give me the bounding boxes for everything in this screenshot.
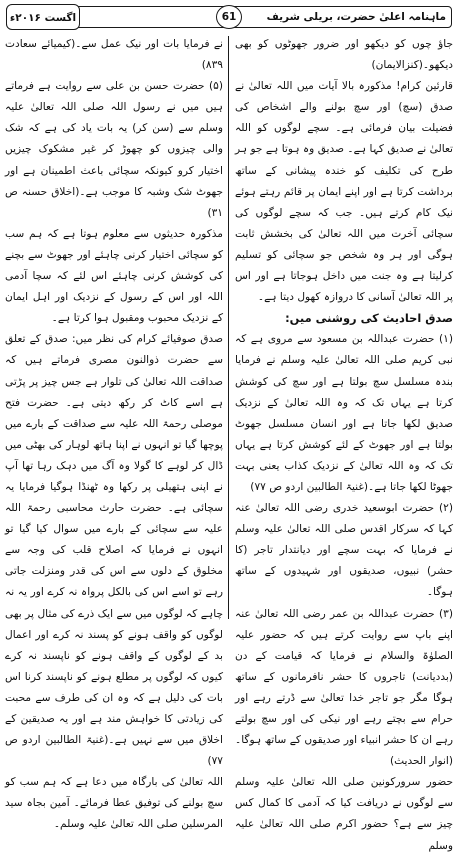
column-divider	[228, 36, 229, 619]
page-header	[6, 4, 452, 30]
paragraph: قارئین کرام! مذکورہ بالا آیات میں اللہ تعالیٰ نے صدق (سچ) اور سچ بولنے والے اشخاص کی فضیلت بیان فرمائی ہے۔ سچے لوگوں کو اللہ تعالیٰ نے صدیق کہا ہے۔ صدیق وہ ہوتا ہے جو ہر طرح کی تکلیف کو خندہ پیشانی کے ساتھ برداشت کرتا ہے اور اپنے ایمان پر قائم رہتے ہوئے نیک کام کرتے ہیں۔ جب کہ سچے لوگوں کی سچائی آخرت میں اللہ تعالیٰ کی بخشش ثابت ہوگی اور ہر وہ شخص جو سچائی کو تسلیم کرلیتا ہے وہ جنت میں داخل ہوجاتا ہے اور اس پر اللہ تعالیٰ آسانی کا دروازہ کھول دیتا ہے۔	[235, 80, 453, 304]
paragraph: اللہ تعالیٰ کی بارگاہ میں دعا ہے کہ ہم سب کو سچ بولنے کی توفیق عطا فرمائے۔ آمین بجاہ سید المرسلین صلی اللہ تعالیٰ علیہ وسلم۔	[5, 776, 223, 831]
paragraph: مذکورہ حدیثوں سے معلوم ہوتا ہے کہ ہم سب کو سچائی اختیار کرنی چاہئے اور جھوٹ سے بچنے کی کوشش کرنی چاہئے اس لئے کہ سچا آدمی اللہ اور اس کے رسول کے نزدیک اور اہل ایمان کے نزدیک محبوب ومقبول ہوا کرتا ہے۔	[5, 227, 223, 325]
page-number: 61	[216, 5, 242, 29]
issue-date: اگست ۲۰۱۶ء	[6, 4, 80, 30]
paragraph: نے فرمایا بات اور نیک عمل سے۔(کیمیائے سعادت ۸۳۹)	[5, 38, 223, 72]
left-column	[5, 34, 223, 831]
paragraph: (۳) حضرت عبداللہ بن عمر رضی اللہ تعالیٰ عنہ اپنے باپ سے روایت کرتے ہیں کہ حضور علیہ الصلوٰۃ والسلام نے فرمایا کہ قیامت کے دن (بددیانت) تاجروں کا حشر نافرمانوں کے ساتھ ہوگا مگر جو تاجر خدا تعالیٰ سے ڈرتے رہے اور حرام سے بچتے رہے اور نیکی کی اور سچ بولتے رہے ان کا حشر انبیاء اور صدیقوں کے ساتھ ہوگا۔(انوار الحدیث)	[235, 607, 453, 768]
paragraph: (۱) حضرت عبداللہ بن مسعود سے مروی ہے کہ نبی کریم صلی اللہ تعالیٰ علیہ وسلم نے فرمایا بندہ مسلسل سچ بولتا ہے اور سچ کی کوشش کرتا ہے یہاں تک کہ وہ اللہ تعالیٰ کے نزدیک صدیق لکھا جاتا ہے اور انسان مسلسل جھوٹ بولتا ہے اور جھوٹ کے لئے کوشش کرتا ہے یہاں تک کہ وہ اللہ تعالیٰ کے نزدیک کذاب یعنی بہت جھوٹا لکھا جاتا ہے۔(غنیۃ الطالبین اردو ص ۷۷)	[235, 333, 453, 493]
paragraph: صدق صوفیائے کرام کی نظر میں: صدق کے تعلق سے حضرت ذوالنون مصری فرماتے ہیں کہ صداقت اللہ تعالیٰ کی تلوار ہے جس چیز پر پڑتی ہے اسے کاٹ کر رکھ دیتی ہے۔ حضرت فتح موصلی رحمۃ اللہ علیہ سے صداقت کے بارے میں پوچھا گیا تو انہوں نے اپنا ہاتھ لوہار کی بھٹی میں ڈال کر لوہے کا گولا وہ آگ میں دہک رہا تھا آپ نے اپنی ہتھیلی پر رکھا وہ ٹھنڈا ہوگیا فرمایا یہ سچائی ہے۔ حضرت حارث محاسبی رحمۃ اللہ علیہ سے سچائی کے بارے میں سوال کیا گیا تو انہوں نے فرمایا کہ اصلاح قلب کی وجہ سے مخلوق کے دلوں سے اس کی قدر ومنزلت جاتی رہے تو اسے اس کی بالکل پرواہ نہ کرے اور یہ نہ چاہے کہ لوگوں میں سے ایک ذرے کی مثال پر بھی لوگوں کو واقف ہونے کو پسند نہ کرے اور اعمال بد کے لوگوں کے واقف ہونے کو ناپسند نہ کرے کیوں کہ لوگوں پر مطلع ہونے کو ناپسند کرنا اس بات کی دلیل ہے کہ وہ ان کی طرف سے محبت کی زیادتی کا خواہش مند ہے اور یہ صدیقین کے اخلاق میں سے نہیں ہے۔(غنیۃ الطالبین اردو ص ۷۷)	[5, 333, 223, 768]
right-column	[235, 34, 453, 852]
magazine-title: ماہنامہ اعلیٰ حضرت، بریلی شریف	[266, 11, 446, 23]
paragraph: جاؤ چوں کو دیکھو اور ضرور جھوٹوں کو بھی دیکھو۔(کنزالایمان)	[235, 38, 453, 72]
paragraph: (۵) حضرت حسن بن علی سے روایت ہے فرماتے ہیں میں نے رسول اللہ صلی اللہ تعالیٰ علیہ وسلم سے (سن کر) یہ بات یاد کی ہے کہ شک والی چیزوں کو چھوڑ کر غیر مشکوک چیزیں اختیار کرو کیونکہ سچائی باعث اطمینان ہے اور جھوٹ شک وشبہ کا موجب ہے۔(اخلاق حسنہ ص ۳۱)	[5, 80, 223, 219]
section-heading: صدق احادیث کی روشنی میں:	[285, 311, 453, 326]
paragraph: (۲) حضرت ابوسعید خدری رضی اللہ تعالیٰ عنہ کہا کہ سرکار اقدس صلی اللہ تعالیٰ علیہ وسلم نے فرمایا کہ بہت سچے اور دیانتدار تاجر (کا حشر) نبیوں، صدیقوں اور شہیدوں کے ساتھ ہوگا۔	[235, 502, 453, 599]
paragraph: حضور سرورکونین صلی اللہ تعالیٰ علیہ وسلم سے لوگوں نے دریافت کیا کہ آدمی کا کمال کس چیز سے ہے؟ حضور اکرم صلی اللہ تعالیٰ علیہ وسلم	[235, 776, 453, 852]
